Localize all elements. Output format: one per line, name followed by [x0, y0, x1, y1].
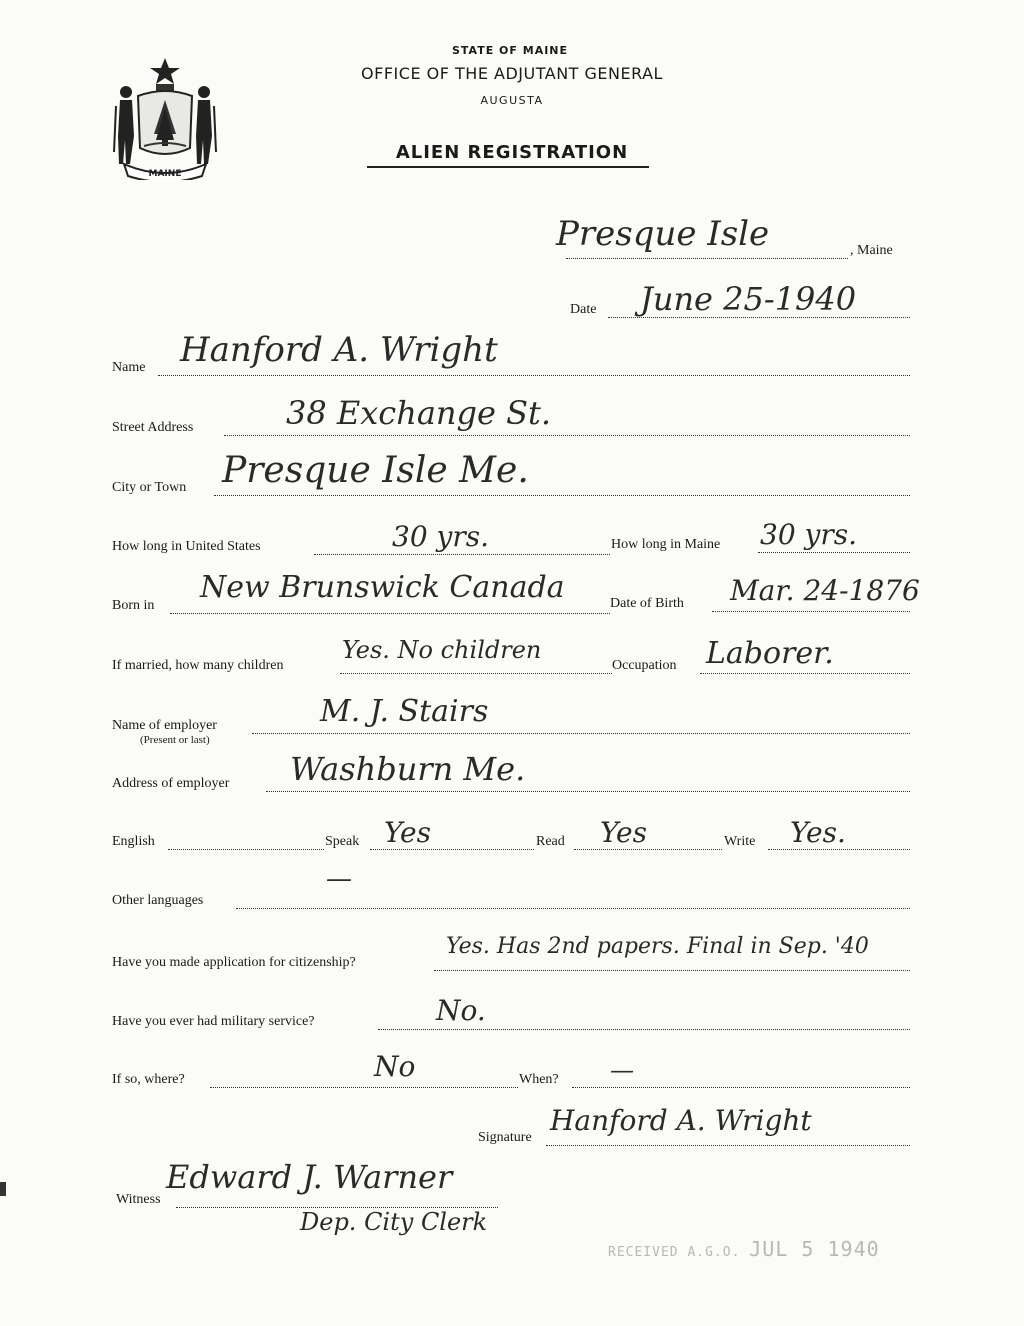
street-label: Street Address [112, 420, 194, 435]
where-line [210, 1087, 518, 1088]
header-office: OFFICE OF THE ADJUTANT GENERAL [361, 64, 663, 83]
employer-address-line [266, 791, 910, 792]
signature-value: Hanford A. Wright [550, 1104, 812, 1137]
citizenship-value: Yes. Has 2nd papers. Final in Sep. '40 [446, 934, 869, 959]
title-underline [367, 166, 649, 168]
employer-value: M. J. Stairs [320, 694, 489, 729]
dob-line [712, 611, 910, 612]
occupation-label: Occupation [612, 658, 677, 673]
other-languages-label: Other languages [112, 893, 204, 908]
place-value: Presque Isle [556, 214, 770, 254]
street-line [224, 435, 910, 436]
read-value: Yes [600, 816, 647, 849]
employer-address-value: Washburn Me. [290, 750, 526, 788]
me-duration-label: How long in Maine [611, 537, 721, 552]
married-value: Yes. No children [342, 636, 542, 664]
date-value: June 25-1940 [640, 280, 857, 318]
speak-value: Yes [384, 816, 431, 849]
employer-address-label: Address of employer [112, 776, 230, 791]
street-value: 38 Exchange St. [286, 394, 552, 432]
born-label: Born in [112, 598, 155, 613]
us-duration-value: 30 yrs. [392, 520, 490, 553]
signature-line [546, 1145, 910, 1146]
date-label: Date [570, 302, 597, 317]
city-label: City or Town [112, 480, 187, 495]
married-label: If married, how many children [112, 658, 284, 673]
name-label: Name [112, 360, 146, 375]
employer-label: Name of employer [112, 718, 217, 733]
where-value: No [374, 1050, 416, 1083]
name-line [158, 375, 910, 376]
place-suffix: , Maine [850, 243, 893, 258]
witness-value: Edward J. Warner [166, 1158, 453, 1196]
write-value: Yes. [790, 816, 846, 849]
form-title: ALIEN REGISTRATION [395, 142, 629, 163]
city-line [214, 495, 910, 496]
me-duration-value: 30 yrs. [760, 518, 858, 551]
employer-line [252, 733, 910, 734]
military-value: No. [436, 994, 486, 1027]
military-line [378, 1029, 910, 1030]
write-line [768, 849, 910, 850]
me-duration-line [758, 552, 910, 553]
speak-line [370, 849, 534, 850]
born-value: New Brunswick Canada [200, 570, 565, 605]
read-label: Read [536, 834, 565, 849]
stamp-text: RECEIVED A.G.O. [608, 1245, 741, 1260]
witness-title: Dep. City Clerk [300, 1208, 488, 1236]
citizenship-label: Have you made application for citizenship? [112, 955, 356, 970]
write-label: Write [724, 834, 756, 849]
us-duration-line [314, 554, 610, 555]
header-state: STATE OF MAINE [451, 44, 569, 57]
english-line [168, 849, 324, 850]
name-value: Hanford A. Wright [180, 330, 498, 370]
married-line [340, 673, 612, 674]
speak-label: Speak [325, 834, 360, 849]
received-stamp [608, 1237, 880, 1261]
military-label: Have you ever had military service? [112, 1014, 315, 1029]
employer-sublabel: (Present or last) [140, 734, 210, 746]
occupation-line [700, 673, 910, 674]
place-line [566, 258, 848, 259]
when-value: — [610, 1056, 634, 1084]
read-line [574, 849, 722, 850]
header-city: AUGUSTA [480, 94, 544, 107]
occupation-value: Laborer. [706, 636, 834, 671]
other-languages-value: — [326, 864, 352, 894]
where-label: If so, where? [112, 1072, 185, 1087]
english-label: English [112, 834, 155, 849]
stamp-date: JUL 5 1940 [749, 1237, 880, 1261]
witness-label: Witness [116, 1192, 161, 1207]
us-duration-label: How long in United States [112, 539, 261, 554]
seal-motto: MAINE [148, 169, 182, 179]
other-languages-line [236, 908, 910, 909]
when-line [572, 1087, 910, 1088]
dob-label: Date of Birth [610, 596, 684, 611]
born-line [170, 613, 610, 614]
signature-label: Signature [478, 1130, 532, 1145]
citizenship-line [434, 970, 910, 971]
dob-value: Mar. 24-1876 [730, 574, 920, 607]
city-value: Presque Isle Me. [222, 450, 529, 491]
edge-mark [0, 1182, 6, 1196]
when-label: When? [519, 1072, 559, 1087]
